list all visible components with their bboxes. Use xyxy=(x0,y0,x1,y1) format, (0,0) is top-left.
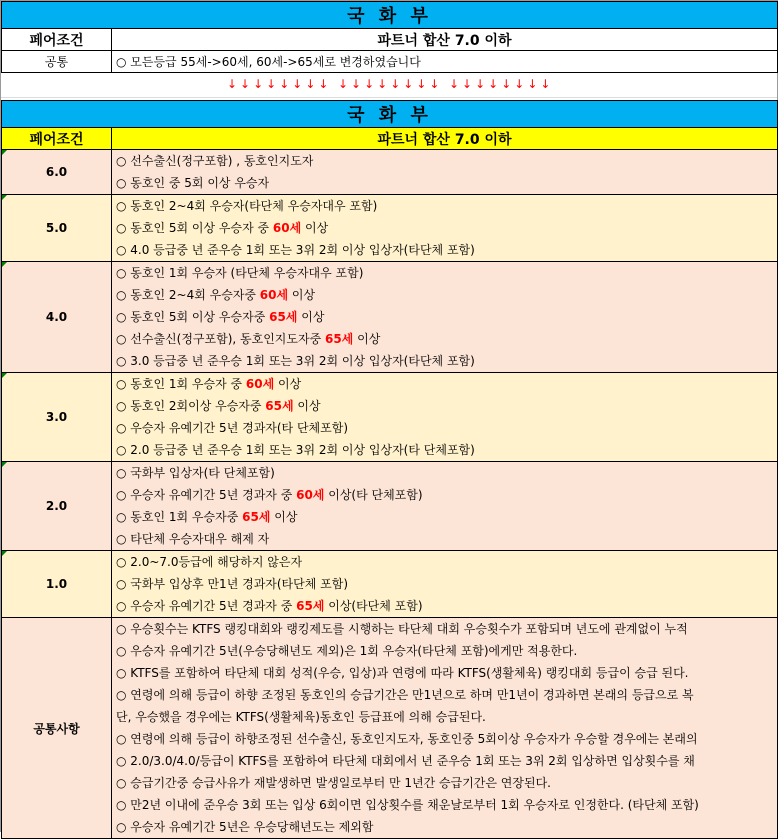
criteria-line xyxy=(112,640,777,662)
criteria-text: ○ 2.0/3.0/4.0/등급이 KTFS를 포함하여 타단체 대회에서 년 준우승 1회 또는 3위 2회 입상하면 입상횟수를 채 xyxy=(116,754,695,768)
criteria-line xyxy=(112,794,777,816)
top-common-text: ○ 모든등급 55세->60세, 60세->65세로 변경하였습니다 xyxy=(112,51,778,73)
age-highlight: 65세 xyxy=(296,599,325,613)
criteria-line xyxy=(112,706,777,728)
age-highlight: 60세 xyxy=(296,488,325,502)
age-highlight: 65세 xyxy=(269,310,298,324)
criteria-text: 이상 xyxy=(293,399,321,413)
criteria-cell xyxy=(112,462,778,551)
criteria-text: ○ 동호인 2~4회 우승자(타단체 우승자대우 포함) xyxy=(116,199,378,213)
main-header-right: 파트너 합산 7.0 이하 xyxy=(112,128,778,150)
criteria-text: ○ 우승자 유예기간 5년 경과자(타 단체포함) xyxy=(116,421,349,435)
criteria-line xyxy=(112,284,777,306)
criteria-line xyxy=(112,528,777,550)
grade-label: 5.0 xyxy=(45,221,68,235)
criteria-text: ○ 동호인 2회이상 우승자중 xyxy=(116,399,266,413)
criteria-line xyxy=(112,506,777,528)
criteria-line xyxy=(112,262,777,284)
criteria-line xyxy=(112,328,777,350)
grade-rows xyxy=(2,150,778,839)
criteria-text: 이상 xyxy=(274,377,302,391)
grade-label: 4.0 xyxy=(45,310,68,324)
top-header-right: 파트너 합산 7.0 이하 xyxy=(112,29,778,51)
criteria-line xyxy=(112,551,777,573)
top-common-label: 공통 xyxy=(2,51,112,73)
criteria-line xyxy=(112,595,777,617)
criteria-text: ○ KTFS를 포함하여 타단체 대회 성적(우승, 입상)과 연령에 따라 KTFS(생활체육) 랭킹대회 등급이 승급 된다. xyxy=(116,666,689,680)
criteria-text: ○ 승급기간중 승급사유가 재발생하면 발생일로부터 만 1년간 승급기간은 연장된다. xyxy=(116,776,551,790)
down-arrows-2: ↓↓↓↓↓↓↓↓ xyxy=(338,77,443,91)
criteria-text: ○ 국화부 입상자(타 단체포함) xyxy=(116,466,275,480)
criteria-line xyxy=(112,195,777,217)
criteria-cell xyxy=(112,150,778,195)
criteria-text: ○ 동호인 5회 이상 우승자 중 xyxy=(116,221,273,235)
criteria-line xyxy=(112,728,777,750)
grade-cell xyxy=(2,195,112,262)
comment-marker-icon xyxy=(2,262,7,267)
grade-row xyxy=(2,195,778,262)
criteria-text: 이상(타단체 포함) xyxy=(324,599,423,613)
criteria-text: ○ 선수출신(정구포함) , 동호인지도자 xyxy=(116,154,314,168)
main-table-title: 국 화 부 xyxy=(2,101,778,128)
down-arrows-3: ↓↓↓↓↓↓↓↓ xyxy=(449,77,554,91)
top-header-left: 페어조건 xyxy=(2,29,112,51)
age-highlight: 65세 xyxy=(324,332,354,346)
criteria-text: ○ 동호인 1회 우승자 (타단체 우승자대우 포함) xyxy=(116,266,364,280)
grade-row xyxy=(2,551,778,618)
main-table xyxy=(1,100,778,839)
criteria-line xyxy=(112,772,777,794)
grade-cell xyxy=(2,150,112,195)
criteria-text: 이상 xyxy=(297,310,325,324)
age-highlight: 60세 xyxy=(272,221,302,235)
criteria-text: ○ 2.0~7.0등급에 해당하지 않은자 xyxy=(116,555,303,569)
comment-marker-icon xyxy=(2,462,7,467)
criteria-cell xyxy=(112,195,778,262)
grade-label: 6.0 xyxy=(45,165,68,179)
criteria-line xyxy=(112,217,777,239)
criteria-line xyxy=(112,484,777,506)
criteria-cell xyxy=(112,551,778,618)
criteria-text: 이상 xyxy=(288,288,316,302)
grade-cell xyxy=(2,551,112,618)
grade-cell xyxy=(2,462,112,551)
criteria-text: ○ 우승자 유예기간 5년 경과자 중 xyxy=(116,599,297,613)
criteria-text: ○ 동호인 1회 우승자 중 xyxy=(116,377,246,391)
comment-marker-icon xyxy=(2,195,7,200)
criteria-text: ○ 우승자 유예기간 5년은 우승당해년도는 제외함 xyxy=(116,820,374,834)
grade-cell xyxy=(2,373,112,462)
main-header-left: 페어조건 xyxy=(2,128,112,150)
grade-row xyxy=(2,150,778,195)
grade-cell xyxy=(2,618,112,839)
arrow-row xyxy=(1,73,777,98)
age-highlight: 60세 xyxy=(259,288,289,302)
criteria-line xyxy=(112,618,777,640)
grade-label: 2.0 xyxy=(45,499,68,513)
criteria-line xyxy=(112,150,777,172)
criteria-text: ○ 동호인 1회 우승자중 xyxy=(116,510,243,524)
criteria-line xyxy=(112,373,777,395)
criteria-cell xyxy=(112,618,778,839)
criteria-line xyxy=(112,417,777,439)
grade-label: 3.0 xyxy=(45,410,68,424)
criteria-line xyxy=(112,306,777,328)
down-arrows-1: ↓↓↓↓↓↓↓↓ xyxy=(227,77,332,91)
grade-label: 1.0 xyxy=(45,577,68,591)
age-highlight: 65세 xyxy=(265,399,294,413)
criteria-text: ○ 동호인 5회 이상 우승자중 xyxy=(116,310,270,324)
criteria-text: 이상(타 단체포함) xyxy=(324,488,423,502)
criteria-text: 단, 우승했을 경우에는 KTFS(생활체육)동호인 등급표에 의해 승급된다. xyxy=(116,710,486,724)
grade-row xyxy=(2,618,778,839)
criteria-text: 이상 xyxy=(353,332,381,346)
criteria-text: ○ 선수출신(정구포함), 동호인지도자중 xyxy=(116,332,325,346)
criteria-line xyxy=(112,172,777,194)
criteria-line xyxy=(112,573,777,595)
criteria-cell xyxy=(112,262,778,373)
grade-cell xyxy=(2,262,112,373)
criteria-text: ○ 만2년 이내에 준우승 3회 또는 입상 6회이면 입상횟수를 채운날로부터 1회 우승자로 인정한다. (타단체 포함) xyxy=(116,798,699,812)
criteria-cell xyxy=(112,373,778,462)
criteria-text: ○ 타단체 우승자대우 해제 자 xyxy=(116,532,270,546)
grade-row xyxy=(2,262,778,373)
comment-marker-icon xyxy=(2,373,7,378)
grade-label: 공통사항 xyxy=(33,721,80,736)
criteria-text: ○ 우승자 유예기간 5년(우승당해년도 제외)은 1회 우승자(타단체 포함)에게만 적용한다. xyxy=(116,644,578,658)
criteria-line xyxy=(112,816,777,838)
grade-row xyxy=(2,462,778,551)
criteria-line xyxy=(112,462,777,484)
criteria-text: ○ 동호인 중 5회 이상 우승자 xyxy=(116,176,270,190)
criteria-text: ○ 우승횟수는 KTFS 랭킹대회와 랭킹제도를 시행하는 타단체 대회 우승횟수가 포함되며 년도에 관계없이 누적 xyxy=(116,622,688,636)
criteria-text: ○ 우승자 유예기간 5년 경과자 중 xyxy=(116,488,297,502)
criteria-text: ○ 동호인 2~4회 우승자중 xyxy=(116,288,260,302)
criteria-text: ○ 3.0 등급중 년 준우승 1회 또는 3위 2회 이상 입상자(타단체 포함) xyxy=(116,354,475,368)
criteria-line xyxy=(112,439,777,461)
criteria-line xyxy=(112,350,777,372)
criteria-line xyxy=(112,662,777,684)
criteria-line xyxy=(112,395,777,417)
criteria-text: ○ 2.0 등급중 년 준우승 1회 또는 3위 2회 이상 입상자(타 단체포함) xyxy=(116,443,475,457)
comment-marker-icon xyxy=(2,150,7,155)
criteria-line xyxy=(112,750,777,772)
criteria-text: ○ 연령에 의해 등급이 하향 조정된 동호인의 승급기간은 만1년으로 하며 만1년이 경과하면 본래의 등급으로 복 xyxy=(116,688,694,702)
grade-row xyxy=(2,373,778,462)
criteria-text: 이상 xyxy=(301,221,329,235)
criteria-text: ○ 4.0 등급중 년 준우승 1회 또는 3위 2회 이상 입상자(타단체 포함) xyxy=(116,243,475,257)
age-highlight: 65세 xyxy=(242,510,271,524)
criteria-text: ○ 연령에 의해 등급이 하향조정된 선수출신, 동호인지도자, 동호인중 5회이상 우승자가 우승할 경우에는 본래의 xyxy=(116,732,698,746)
age-highlight: 60세 xyxy=(245,377,275,391)
comment-marker-icon xyxy=(2,551,7,556)
top-table xyxy=(1,1,778,73)
criteria-line xyxy=(112,239,777,261)
criteria-line xyxy=(112,684,777,706)
criteria-text: 이상 xyxy=(270,510,298,524)
criteria-text: ○ 국화부 입상후 만1년 경과자(타단체 포함) xyxy=(116,577,349,591)
top-table-title: 국 화 부 xyxy=(2,2,778,29)
